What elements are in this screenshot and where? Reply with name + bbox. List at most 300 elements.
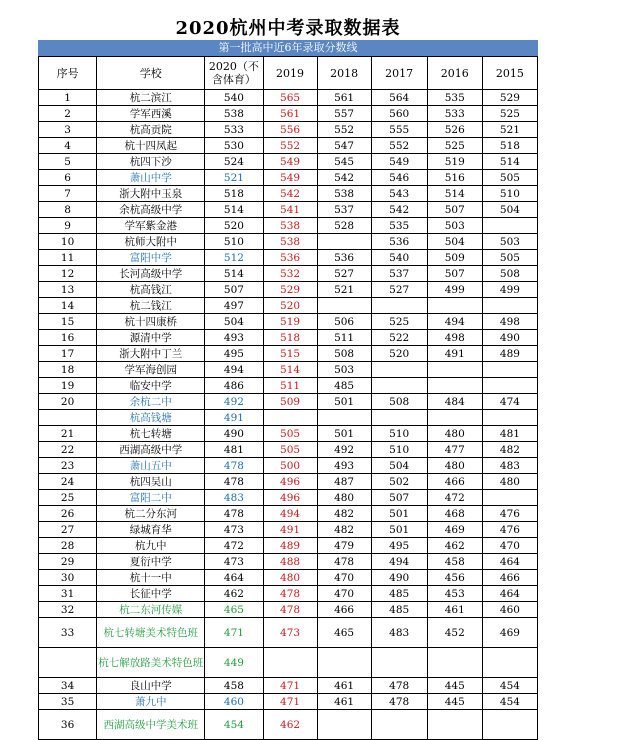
cell-2015[interactable] [482,648,537,678]
cell-2018[interactable]: 537 [317,202,371,218]
cell-2018[interactable]: 493 [317,458,371,474]
cell-no[interactable]: 26 [39,506,97,522]
cell-2015[interactable]: 521 [482,122,537,138]
cell-no[interactable] [39,410,97,426]
cell-2016[interactable] [427,410,482,426]
cell-school[interactable]: 杭二滨江 [97,90,205,106]
cell-2015[interactable]: 505 [482,170,537,186]
cell-2015[interactable]: 529 [482,90,537,106]
cell-2019[interactable]: 471 [263,678,317,694]
cell-2015[interactable] [482,298,537,314]
cell-2017[interactable]: 502 [371,474,427,490]
cell-2018[interactable]: 492 [317,442,371,458]
cell-2016[interactable]: 503 [427,218,482,234]
cell-no[interactable]: 19 [39,378,97,394]
cell-2017[interactable]: 542 [371,202,427,218]
cell-2018[interactable]: 501 [317,426,371,442]
cell-no[interactable]: 7 [39,186,97,202]
cell-school[interactable]: 学军紫金港 [97,218,205,234]
cell-2020[interactable]: 486 [205,378,263,394]
cell-2019[interactable]: 509 [263,394,317,410]
cell-no[interactable]: 27 [39,522,97,538]
cell-2017[interactable] [371,410,427,426]
cell-school[interactable]: 杭四下沙 [97,154,205,170]
cell-2015[interactable]: 454 [482,678,537,694]
cell-2016[interactable]: 480 [427,426,482,442]
cell-2017[interactable]: 485 [371,602,427,618]
cell-2019[interactable]: 471 [263,694,317,710]
cell-no[interactable]: 2 [39,106,97,122]
cell-2017[interactable]: 549 [371,154,427,170]
cell-2019[interactable]: 519 [263,314,317,330]
cell-no[interactable]: 22 [39,442,97,458]
cell-school[interactable]: 富阳二中 [97,490,205,506]
header-cell-no[interactable]: 序号 [39,57,97,90]
cell-2018[interactable]: 547 [317,138,371,154]
cell-2018[interactable]: 528 [317,218,371,234]
cell-2019[interactable]: 538 [263,218,317,234]
cell-2016[interactable]: 469 [427,522,482,538]
cell-no[interactable]: 11 [39,250,97,266]
cell-school[interactable]: 杭二东河传媒 [97,602,205,618]
cell-2015[interactable]: 474 [482,394,537,410]
cell-2016[interactable]: 445 [427,694,482,710]
cell-2019[interactable]: 549 [263,170,317,186]
cell-2018[interactable]: 545 [317,154,371,170]
cell-2015[interactable]: 466 [482,570,537,586]
cell-2015[interactable]: 514 [482,154,537,170]
cell-2016[interactable]: 445 [427,678,482,694]
cell-2015[interactable]: 498 [482,314,537,330]
cell-2018[interactable]: 465 [317,618,371,648]
cell-2018[interactable] [317,648,371,678]
cell-2019[interactable]: 500 [263,458,317,474]
cell-2015[interactable]: 464 [482,554,537,570]
cell-2018[interactable]: 506 [317,314,371,330]
cell-2019[interactable]: 532 [263,266,317,282]
cell-2017[interactable]: 520 [371,346,427,362]
cell-2019[interactable]: 536 [263,250,317,266]
cell-school[interactable]: 学军西溪 [97,106,205,122]
cell-2020[interactable]: 520 [205,218,263,234]
cell-2019[interactable]: 505 [263,426,317,442]
cell-school[interactable]: 西湖高级中学美术班 [97,710,205,740]
cell-2016[interactable]: 507 [427,202,482,218]
cell-2020[interactable]: 512 [205,250,263,266]
cell-no[interactable]: 4 [39,138,97,154]
cell-2018[interactable]: 479 [317,538,371,554]
cell-2017[interactable]: 483 [371,618,427,648]
cell-2016[interactable]: 525 [427,138,482,154]
cell-2020[interactable]: 478 [205,458,263,474]
cell-2020[interactable]: 481 [205,442,263,458]
cell-2017[interactable]: 552 [371,138,427,154]
cell-2019[interactable]: 541 [263,202,317,218]
cell-2016[interactable]: 462 [427,538,482,554]
cell-2020[interactable]: 478 [205,506,263,522]
cell-school[interactable]: 学军海创园 [97,362,205,378]
cell-2019[interactable]: 556 [263,122,317,138]
cell-no[interactable]: 8 [39,202,97,218]
cell-2018[interactable]: 466 [317,602,371,618]
cell-2017[interactable]: 478 [371,678,427,694]
cell-2018[interactable]: 536 [317,250,371,266]
cell-2019[interactable]: 538 [263,234,317,250]
cell-2017[interactable]: 522 [371,330,427,346]
cell-school[interactable]: 杭四吴山 [97,474,205,490]
cell-no[interactable]: 10 [39,234,97,250]
cell-2017[interactable]: 510 [371,442,427,458]
cell-no[interactable]: 16 [39,330,97,346]
cell-2020[interactable]: 492 [205,394,263,410]
cell-school[interactable]: 长征中学 [97,586,205,602]
cell-2019[interactable] [263,410,317,426]
cell-2017[interactable]: 495 [371,538,427,554]
cell-school[interactable]: 杭九中 [97,538,205,554]
cell-2019[interactable]: 480 [263,570,317,586]
cell-2015[interactable]: 503 [482,234,537,250]
cell-2020[interactable]: 538 [205,106,263,122]
cell-2016[interactable]: 472 [427,490,482,506]
cell-2019[interactable]: 518 [263,330,317,346]
cell-school[interactable]: 源清中学 [97,330,205,346]
cell-2015[interactable]: 489 [482,346,537,362]
cell-2020[interactable]: 458 [205,678,263,694]
cell-2015[interactable]: 518 [482,138,537,154]
cell-2018[interactable]: 527 [317,266,371,282]
cell-2019[interactable]: 511 [263,378,317,394]
cell-2017[interactable]: 507 [371,490,427,506]
cell-school[interactable]: 萧山五中 [97,458,205,474]
cell-2018[interactable] [317,234,371,250]
cell-2016[interactable]: 519 [427,154,482,170]
cell-2017[interactable] [371,362,427,378]
cell-2019[interactable]: 514 [263,362,317,378]
cell-no[interactable]: 13 [39,282,97,298]
cell-2017[interactable]: 508 [371,394,427,410]
cell-2016[interactable]: 453 [427,586,482,602]
cell-school[interactable]: 杭十四康桥 [97,314,205,330]
cell-2019[interactable]: 529 [263,282,317,298]
cell-2019[interactable]: 496 [263,490,317,506]
cell-2015[interactable]: 454 [482,694,537,710]
cell-no[interactable]: 24 [39,474,97,490]
cell-2016[interactable]: 507 [427,266,482,282]
cell-2015[interactable]: 481 [482,426,537,442]
cell-2020[interactable]: 491 [205,410,263,426]
cell-school[interactable]: 杭高钱塘 [97,410,205,426]
cell-no[interactable]: 9 [39,218,97,234]
cell-2018[interactable]: 561 [317,90,371,106]
cell-2015[interactable]: 469 [482,618,537,648]
cell-2017[interactable]: 546 [371,170,427,186]
cell-2017[interactable]: 494 [371,554,427,570]
cell-2020[interactable]: 521 [205,170,263,186]
cell-2019[interactable]: 478 [263,586,317,602]
cell-school[interactable]: 临安中学 [97,378,205,394]
cell-2016[interactable]: 452 [427,618,482,648]
cell-2020[interactable]: 514 [205,202,263,218]
cell-2015[interactable]: 505 [482,250,537,266]
cell-2018[interactable]: 480 [317,490,371,506]
cell-2016[interactable]: 509 [427,250,482,266]
cell-2018[interactable]: 461 [317,678,371,694]
cell-2017[interactable] [371,378,427,394]
cell-2020[interactable]: 530 [205,138,263,154]
cell-2019[interactable]: 565 [263,90,317,106]
cell-no[interactable]: 31 [39,586,97,602]
cell-2016[interactable]: 514 [427,186,482,202]
cell-2016[interactable]: 499 [427,282,482,298]
cell-no[interactable]: 30 [39,570,97,586]
cell-school[interactable]: 杭七转塘美术特色班 [97,618,205,648]
cell-no[interactable]: 32 [39,602,97,618]
cell-school[interactable]: 杭高贡院 [97,122,205,138]
cell-2018[interactable]: 482 [317,506,371,522]
cell-no[interactable]: 35 [39,694,97,710]
cell-2020[interactable]: 473 [205,554,263,570]
cell-2020[interactable]: 483 [205,490,263,506]
cell-2018[interactable]: 470 [317,586,371,602]
cell-2015[interactable]: 482 [482,442,537,458]
cell-2020[interactable]: 460 [205,694,263,710]
cell-2019[interactable]: 505 [263,442,317,458]
cell-school[interactable]: 西湖高级中学 [97,442,205,458]
cell-2018[interactable]: 508 [317,346,371,362]
cell-2020[interactable]: 462 [205,586,263,602]
cell-2019[interactable]: 561 [263,106,317,122]
cell-2017[interactable]: 540 [371,250,427,266]
cell-2019[interactable]: 488 [263,554,317,570]
cell-2018[interactable]: 478 [317,554,371,570]
cell-2020[interactable]: 473 [205,522,263,538]
cell-2017[interactable]: 501 [371,506,427,522]
cell-2017[interactable] [371,648,427,678]
cell-2017[interactable] [371,710,427,740]
cell-2020[interactable]: 504 [205,314,263,330]
cell-2016[interactable] [427,710,482,740]
cell-2020[interactable]: 471 [205,618,263,648]
cell-no[interactable]: 12 [39,266,97,282]
cell-2017[interactable]: 525 [371,314,427,330]
cell-2018[interactable]: 470 [317,570,371,586]
cell-school[interactable]: 富阳中学 [97,250,205,266]
cell-2015[interactable]: 476 [482,522,537,538]
cell-2019[interactable]: 515 [263,346,317,362]
cell-2020[interactable]: 454 [205,710,263,740]
cell-2020[interactable]: 464 [205,570,263,586]
cell-2015[interactable]: 483 [482,458,537,474]
cell-2019[interactable]: 520 [263,298,317,314]
cell-2019[interactable]: 552 [263,138,317,154]
cell-2017[interactable]: 485 [371,586,427,602]
cell-2015[interactable]: 525 [482,106,537,122]
cell-2017[interactable]: 537 [371,266,427,282]
cell-2020[interactable]: 507 [205,282,263,298]
header-cell-2015[interactable]: 2015 [482,57,537,90]
cell-2019[interactable]: 549 [263,154,317,170]
cell-2020[interactable]: 494 [205,362,263,378]
cell-2016[interactable] [427,648,482,678]
cell-no[interactable]: 29 [39,554,97,570]
cell-no[interactable]: 23 [39,458,97,474]
cell-2017[interactable]: 527 [371,282,427,298]
cell-2019[interactable]: 462 [263,710,317,740]
header-cell-2019[interactable]: 2019 [263,57,317,90]
cell-2020[interactable]: 493 [205,330,263,346]
cell-2016[interactable]: 494 [427,314,482,330]
cell-2015[interactable] [482,218,537,234]
cell-2016[interactable]: 477 [427,442,482,458]
cell-2017[interactable]: 536 [371,234,427,250]
cell-2015[interactable]: 464 [482,586,537,602]
cell-2015[interactable] [482,410,537,426]
cell-no[interactable]: 5 [39,154,97,170]
cell-2020[interactable]: 524 [205,154,263,170]
cell-2020[interactable]: 472 [205,538,263,554]
cell-school[interactable]: 长河高级中学 [97,266,205,282]
cell-2016[interactable]: 491 [427,346,482,362]
cell-2017[interactable]: 535 [371,218,427,234]
cell-school[interactable]: 杭七转塘 [97,426,205,442]
cell-2018[interactable]: 542 [317,170,371,186]
cell-school[interactable]: 余杭高级中学 [97,202,205,218]
cell-2015[interactable] [482,362,537,378]
cell-no[interactable] [39,648,97,678]
cell-2017[interactable]: 543 [371,186,427,202]
cell-no[interactable]: 20 [39,394,97,410]
cell-2020[interactable]: 449 [205,648,263,678]
cell-2016[interactable]: 498 [427,330,482,346]
cell-2017[interactable]: 564 [371,90,427,106]
cell-2018[interactable]: 461 [317,694,371,710]
cell-2019[interactable]: 542 [263,186,317,202]
cell-no[interactable]: 14 [39,298,97,314]
cell-2016[interactable]: 535 [427,90,482,106]
cell-school[interactable]: 杭高钱江 [97,282,205,298]
cell-2020[interactable]: 518 [205,186,263,202]
header-cell-2016[interactable]: 2016 [427,57,482,90]
cell-2015[interactable]: 490 [482,330,537,346]
cell-2017[interactable]: 504 [371,458,427,474]
cell-2018[interactable]: 552 [317,122,371,138]
cell-2018[interactable]: 557 [317,106,371,122]
cell-2020[interactable]: 533 [205,122,263,138]
cell-2017[interactable]: 490 [371,570,427,586]
cell-2017[interactable]: 560 [371,106,427,122]
cell-2018[interactable]: 482 [317,522,371,538]
cell-no[interactable]: 1 [39,90,97,106]
cell-2016[interactable]: 504 [427,234,482,250]
cell-2020[interactable]: 465 [205,602,263,618]
cell-2019[interactable]: 473 [263,618,317,648]
cell-2016[interactable]: 516 [427,170,482,186]
cell-2017[interactable]: 478 [371,694,427,710]
cell-school[interactable]: 杭十四凤起 [97,138,205,154]
cell-no[interactable]: 17 [39,346,97,362]
cell-2016[interactable] [427,378,482,394]
cell-2018[interactable] [317,710,371,740]
cell-school[interactable]: 杭十一中 [97,570,205,586]
cell-2016[interactable]: 480 [427,458,482,474]
cell-no[interactable]: 15 [39,314,97,330]
cell-2016[interactable]: 468 [427,506,482,522]
cell-2019[interactable]: 478 [263,602,317,618]
cell-2019[interactable]: 491 [263,522,317,538]
cell-2015[interactable]: 510 [482,186,537,202]
cell-2016[interactable]: 484 [427,394,482,410]
cell-2020[interactable]: 497 [205,298,263,314]
cell-school[interactable]: 浙大附中玉泉 [97,186,205,202]
cell-school[interactable]: 杭师大附中 [97,234,205,250]
cell-2015[interactable] [482,710,537,740]
cell-2020[interactable]: 540 [205,90,263,106]
cell-2016[interactable]: 456 [427,570,482,586]
cell-no[interactable]: 34 [39,678,97,694]
cell-2016[interactable] [427,298,482,314]
cell-2016[interactable] [427,362,482,378]
cell-2020[interactable]: 510 [205,234,263,250]
cell-2017[interactable] [371,298,427,314]
cell-2015[interactable]: 508 [482,266,537,282]
cell-school[interactable]: 萧山中学 [97,170,205,186]
cell-2019[interactable] [263,648,317,678]
cell-2016[interactable]: 533 [427,106,482,122]
cell-2018[interactable]: 485 [317,378,371,394]
cell-2015[interactable]: 480 [482,474,537,490]
cell-2018[interactable]: 538 [317,186,371,202]
cell-school[interactable]: 杭七解放路美术特色班 [97,648,205,678]
cell-2015[interactable]: 460 [482,602,537,618]
cell-2017[interactable]: 555 [371,122,427,138]
cell-2016[interactable]: 526 [427,122,482,138]
cell-2017[interactable]: 501 [371,522,427,538]
cell-no[interactable]: 28 [39,538,97,554]
cell-2015[interactable]: 504 [482,202,537,218]
cell-2018[interactable]: 487 [317,474,371,490]
cell-2015[interactable] [482,378,537,394]
header-cell-2017[interactable]: 2017 [371,57,427,90]
cell-school[interactable]: 余杭二中 [97,394,205,410]
cell-2019[interactable]: 496 [263,474,317,490]
cell-2017[interactable]: 510 [371,426,427,442]
header-cell-2020[interactable]: 2020（不含体育） [205,57,263,90]
cell-2018[interactable]: 501 [317,394,371,410]
cell-2015[interactable]: 470 [482,538,537,554]
cell-2018[interactable]: 503 [317,362,371,378]
cell-2015[interactable]: 499 [482,282,537,298]
cell-2018[interactable]: 521 [317,282,371,298]
cell-school[interactable]: 浙大附中丁兰 [97,346,205,362]
cell-2015[interactable]: 476 [482,506,537,522]
cell-school[interactable]: 良山中学 [97,678,205,694]
cell-no[interactable]: 18 [39,362,97,378]
cell-2018[interactable]: 511 [317,330,371,346]
header-cell-school[interactable]: 学校 [97,57,205,90]
cell-no[interactable]: 36 [39,710,97,740]
cell-2020[interactable]: 478 [205,474,263,490]
cell-2015[interactable] [482,490,537,506]
cell-2020[interactable]: 495 [205,346,263,362]
cell-2018[interactable] [317,298,371,314]
cell-school[interactable]: 杭二钱江 [97,298,205,314]
cell-no[interactable]: 25 [39,490,97,506]
cell-school[interactable]: 绿城育华 [97,522,205,538]
cell-2020[interactable]: 514 [205,266,263,282]
cell-2016[interactable]: 458 [427,554,482,570]
cell-no[interactable]: 33 [39,618,97,648]
cell-school[interactable]: 萧九中 [97,694,205,710]
